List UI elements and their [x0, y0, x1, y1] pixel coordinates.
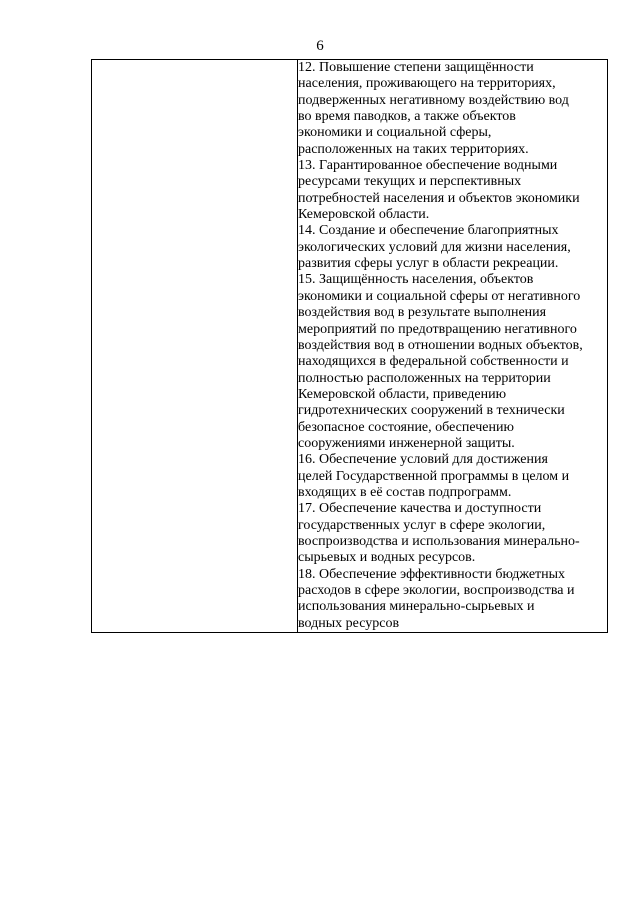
text-line: развития сферы услуг в области рекреации. — [298, 256, 559, 272]
text-line: экологических условий для жизни населения, — [298, 239, 571, 255]
text-line: 17. Обеспечение качества и доступности — [298, 501, 542, 517]
text-line: 15. Защищённость населения, объектов — [298, 272, 534, 288]
text-line: 12. Повышение степени защищённости — [298, 60, 534, 75]
text-line: воздействия вод в результате выполнения — [298, 305, 547, 321]
paragraph-12 — [298, 60, 607, 158]
text-line: сооружениями инженерной защиты. — [298, 435, 515, 451]
text-line: использования минерально-сырьевых и — [298, 599, 535, 615]
page-number: 6 — [316, 38, 324, 54]
text-line: 14. Создание и обеспечение благоприятных — [298, 223, 559, 239]
text-line: целей Государственной программы в целом и — [298, 468, 570, 484]
text-line: воспроизводства и использования минерально- — [298, 533, 580, 549]
text-line: входящих в её состав подпрограмм. — [298, 484, 512, 500]
text-line: мероприятий по предотвращению негативного — [298, 321, 577, 337]
text-line: Кемеровской области. — [298, 207, 430, 223]
text-line: во время паводков, а также объектов — [298, 109, 516, 125]
table-row — [92, 60, 608, 633]
text-line: сырьевых и водных ресурсов. — [298, 550, 476, 566]
table-cell-right — [298, 60, 608, 633]
text-line: расположенных на таких территориях. — [298, 141, 529, 157]
text-line: полностью расположенных на территории — [298, 370, 551, 386]
text-line: гидротехнических сооружений в технически — [298, 403, 565, 419]
paragraph-17 — [298, 501, 607, 566]
paragraph-14 — [298, 223, 607, 272]
text-line: 16. Обеспечение условий для достижения — [298, 452, 548, 468]
paragraph-15 — [298, 272, 607, 452]
paragraph-16 — [298, 452, 607, 501]
text-line: экономики и социальной сферы, — [298, 125, 492, 141]
content-table — [91, 59, 608, 633]
text-line: водных ресурсов — [298, 615, 400, 631]
text-line: ресурсами текущих и перспективных — [298, 174, 522, 190]
text-line: 18. Обеспечение эффективности бюджетных — [298, 566, 566, 582]
text-line: находящихся в федеральной собственности и — [298, 354, 569, 370]
paragraph-18 — [298, 567, 607, 632]
text-line: воздействия вод в отношении водных объектов, — [298, 337, 583, 353]
text-line: населения, проживающего на территориях, — [298, 76, 556, 92]
text-line: Кемеровской области, приведению — [298, 386, 507, 402]
text-line: подверженных негативному воздействию вод — [298, 92, 569, 108]
text-line: расходов в сфере экологии, воспроизводства и — [298, 583, 575, 598]
text-line: безопасное состояние, обеспечению — [298, 419, 514, 435]
paragraph-13 — [298, 158, 607, 223]
text-line: экономики и социальной сферы от негативного — [298, 288, 581, 304]
table-cell-left — [92, 60, 298, 633]
text-line: 13. Гарантированное обеспечение водными — [298, 158, 558, 174]
text-line: потребностей населения и объектов экономики — [298, 190, 580, 206]
text-line: государственных услуг в сфере экологии, — [298, 517, 546, 533]
